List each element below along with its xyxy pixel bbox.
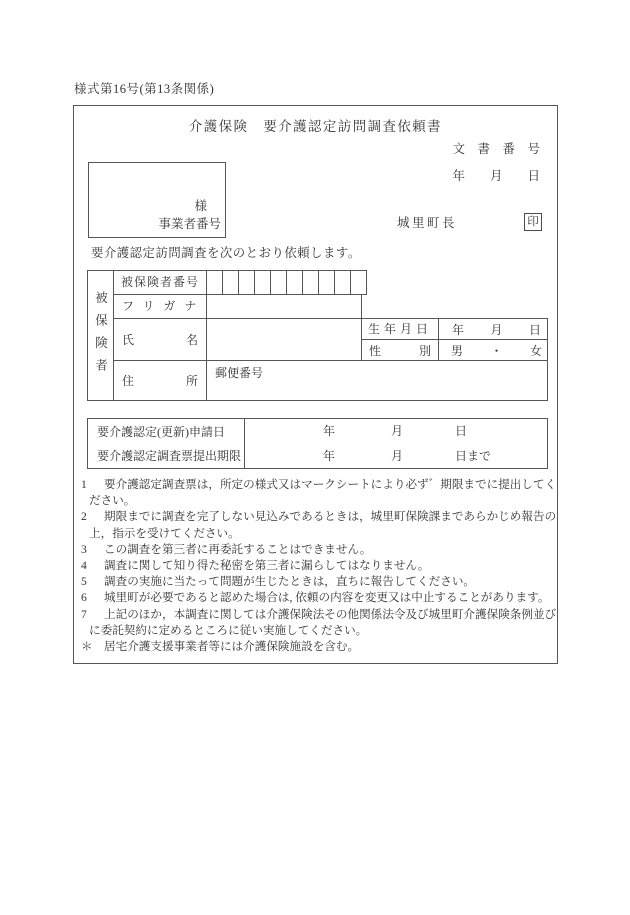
mayor-title: 城里町長 (397, 216, 458, 230)
insured-side-label-cell (87, 270, 114, 401)
intro-sentence: 要介護認定訪問調査を次のとおり依頼します。 (91, 246, 361, 260)
note-item (81, 558, 558, 574)
note-item (81, 542, 558, 558)
sex-separator: ・ (490, 343, 503, 358)
deadline-value-row (245, 444, 547, 469)
schedule-values (245, 419, 547, 468)
insured-number-box (318, 270, 335, 295)
deadline-year-label: 年 (323, 449, 336, 463)
birthdate-day-label: 日 (528, 322, 541, 337)
address-label-cell (113, 360, 207, 401)
furigana-value-cell (206, 294, 362, 319)
note-number: 5 (81, 575, 87, 589)
sex-male-label: 男 (451, 343, 464, 358)
insured-side-label: 被保険者 (93, 290, 108, 381)
form-number: 様式第16号(第13条関係) (74, 82, 215, 96)
note-item (81, 477, 558, 509)
submission-deadline-label: 要介護認定調査票提出期限 (97, 449, 242, 463)
insured-number-box (350, 270, 367, 295)
note-text: 期限までに調査を完了しない見込みであるときは，城里町保険課まであらかじめ報告の上，指示を受けてください。 (89, 510, 557, 540)
application-date-value-row (245, 419, 547, 444)
insured-number-box (222, 270, 239, 295)
birthdate-month-label: 月 (490, 322, 503, 337)
name-label-right: 名 (185, 333, 198, 347)
note-item (81, 639, 558, 655)
seal-mark: 印 (524, 213, 542, 231)
insured-person-table (87, 270, 548, 401)
sex-value-cell (438, 339, 548, 361)
application-day-label: 日 (455, 424, 468, 438)
birthdate-value-cell (438, 318, 548, 340)
note-number: 6 (81, 591, 87, 605)
insured-number-box (334, 270, 351, 295)
name-value-cell (206, 318, 362, 361)
insured-number-label: 被保険者番号 (113, 270, 207, 295)
note-text: この調査を第三者に再委託することはできません。 (104, 542, 372, 556)
business-number-label: 事業者番号 (158, 217, 221, 231)
document-number-label: 文 書 番 号 (452, 142, 540, 156)
sex-female-label: 女 (529, 343, 542, 358)
addressee-honorific: 様 (194, 199, 207, 213)
note-number: ＊ (81, 640, 93, 654)
note-text: 城里町が必要であると認めた場合は, 依頼の内容を変更又は中止することがあります。 (104, 591, 550, 605)
note-text: 要介護認定調査票は，所定の様式又はマークシートにより必ず゛期限までに提出してください。 (89, 478, 557, 508)
note-item (81, 509, 558, 541)
note-text: 調査の実施に当たって問題が生じたときは，直ちに報告してください。 (104, 575, 476, 589)
form-outer-border (73, 105, 558, 664)
notes-list (81, 477, 558, 655)
address-label-left: 住 (122, 374, 135, 388)
note-item (81, 607, 558, 639)
sex-label-cell (361, 339, 439, 361)
application-date-label: 要介護認定(更新)申請日 (97, 425, 225, 439)
insured-number-box (302, 270, 319, 295)
schedule-table (87, 418, 548, 469)
issue-date-line: 年 月 日 (452, 169, 540, 183)
insured-number-box (286, 270, 303, 295)
name-label-cell (113, 318, 207, 361)
insured-number-boxes (206, 270, 368, 295)
note-number: 1 (81, 478, 87, 491)
insured-number-box (270, 270, 287, 295)
postal-code-label: 郵便番号 (215, 366, 264, 380)
note-number: 3 (81, 542, 87, 556)
note-number: 2 (81, 510, 87, 524)
address-label-right: 所 (185, 374, 198, 388)
addressee-box (88, 162, 226, 238)
note-item (81, 574, 558, 590)
document-title: 介護保険 要介護認定訪問調査依頼書 (188, 119, 443, 134)
note-number: 4 (81, 559, 87, 573)
name-label-left: 氏 (122, 333, 135, 347)
birthdate-year-label: 年 (452, 322, 465, 337)
note-number: 7 (81, 607, 87, 621)
note-text: 上記のほか，本調査に関しては介護保険法その他関係法令及び城里町介護保険条例並びに委託契約に定めるところに従い実施してください。 (89, 607, 557, 637)
deadline-day-label: 日まで (455, 449, 492, 463)
note-text: 居宅介護支援事業者等には介護保険施設を含む。 (104, 640, 360, 654)
application-month-label: 月 (391, 424, 404, 438)
furigana-label: フリガナ (113, 294, 207, 319)
sex-label-right: 別 (418, 343, 431, 358)
insured-number-box (238, 270, 255, 295)
insured-number-box (254, 270, 271, 295)
sex-label-left: 性 (369, 343, 382, 358)
note-item (81, 590, 558, 606)
application-year-label: 年 (323, 424, 336, 438)
deadline-month-label: 月 (391, 449, 404, 463)
insured-number-box (206, 270, 223, 295)
note-text: 調査に関して知り得た秘密を第三者に漏らしてはなりません。 (104, 559, 430, 573)
birthdate-label: 生年月日 (361, 318, 439, 340)
address-value-cell (206, 360, 548, 401)
